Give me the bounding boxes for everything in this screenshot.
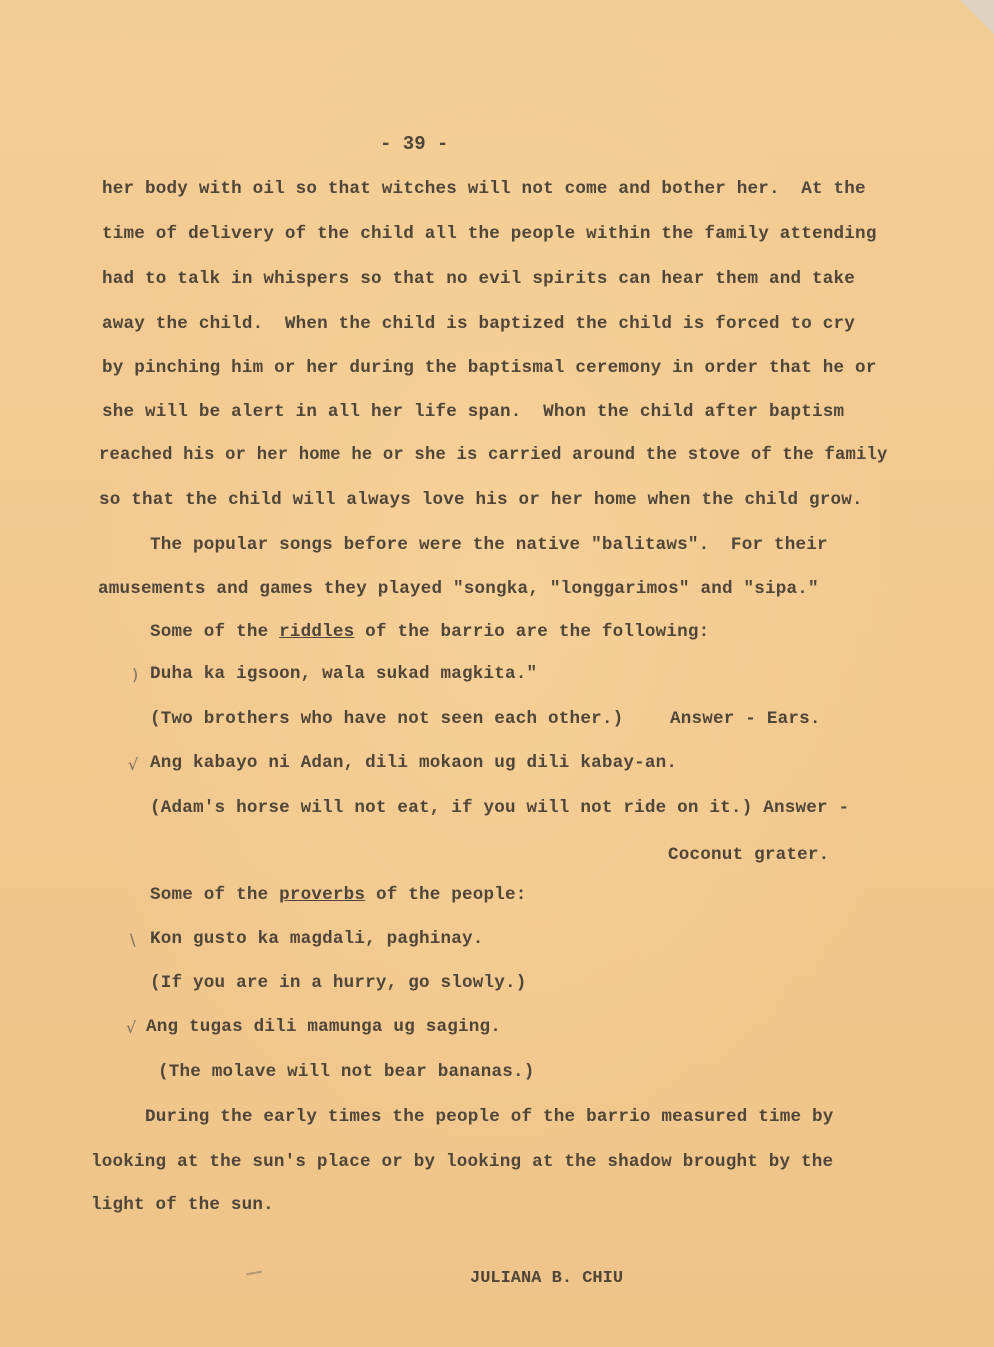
body-line-1: her body with oil so that witches will not come and bother her. At the: [102, 179, 866, 199]
body-line-4: away the child. When the child is baptized the child is forced to cry: [102, 314, 856, 334]
riddles-intro-pre: Some of the: [150, 622, 280, 642]
riddle-1-answer: Answer - Ears.: [670, 709, 821, 729]
songs-line-1: The popular songs before were the native "balitaws". For their: [150, 535, 828, 555]
proverb-2-mark: √: [126, 1018, 137, 1037]
riddles-intro-post: of the barrio are the following:: [354, 622, 710, 642]
time-line-3: light of the sun.: [91, 1195, 274, 1215]
riddle-1-translation: (Two brothers who have not seen each other.): [150, 709, 624, 729]
riddles-intro: [150, 621, 709, 643]
songs-line-2: amusements and games they played "songka, "longgarimos" and "sipa.": [98, 579, 819, 599]
proverbs-intro-word: proverbs: [279, 885, 366, 905]
riddle-1-mark: ): [132, 665, 139, 684]
proverb-1-mark: \: [130, 930, 136, 949]
time-line-1: During the early times the people of the barrio measured time by: [145, 1107, 834, 1127]
ink-speck: [246, 1271, 262, 1276]
riddle-1-text: Duha ka igsoon, wala sukad magkita.": [150, 664, 538, 684]
proverb-2-translation: (The molave will not bear bananas.): [158, 1062, 535, 1082]
proverbs-intro-post: of the people:: [365, 885, 527, 905]
page-number: - 39 -: [380, 133, 449, 155]
riddle-2-answer: Coconut grater.: [668, 845, 830, 865]
riddle-2-mark: √: [128, 755, 139, 774]
body-line-7: reached his or her home he or she is carried around the stove of the family: [99, 446, 888, 465]
riddle-2-translation: (Adam's horse will not eat, if you will not ride on it.) Answer -: [150, 798, 850, 818]
riddle-2-text: Ang kabayo ni Adan, dili mokaon ug dili kabay-an.: [150, 753, 678, 773]
proverbs-intro-pre: Some of the: [150, 885, 280, 905]
proverb-1-text: Kon gusto ka magdali, paghinay.: [150, 929, 484, 949]
paper-corner-fold: [960, 0, 994, 34]
proverb-1-translation: (If you are in a hurry, go slowly.): [150, 973, 527, 993]
body-line-8: so that the child will always love his or her home when the child grow.: [99, 490, 863, 510]
body-line-3: had to talk in whispers so that no evil spirits can hear them and take: [102, 269, 856, 289]
body-line-5: by pinching him or her during the baptismal ceremony in order that he or: [102, 358, 877, 378]
proverbs-intro: [150, 884, 527, 906]
proverb-2-text: Ang tugas dili mamunga ug saging.: [146, 1017, 502, 1037]
signature-name: JULIANA B. CHIU: [470, 1269, 624, 1288]
time-line-2: looking at the sun's place or by looking at the shadow brought by the: [91, 1152, 834, 1172]
body-line-2: time of delivery of the child all the people within the family attending: [102, 224, 877, 244]
body-line-6: she will be alert in all her life span. Whon the child after baptism: [102, 402, 845, 422]
riddles-intro-word: riddles: [279, 622, 355, 642]
